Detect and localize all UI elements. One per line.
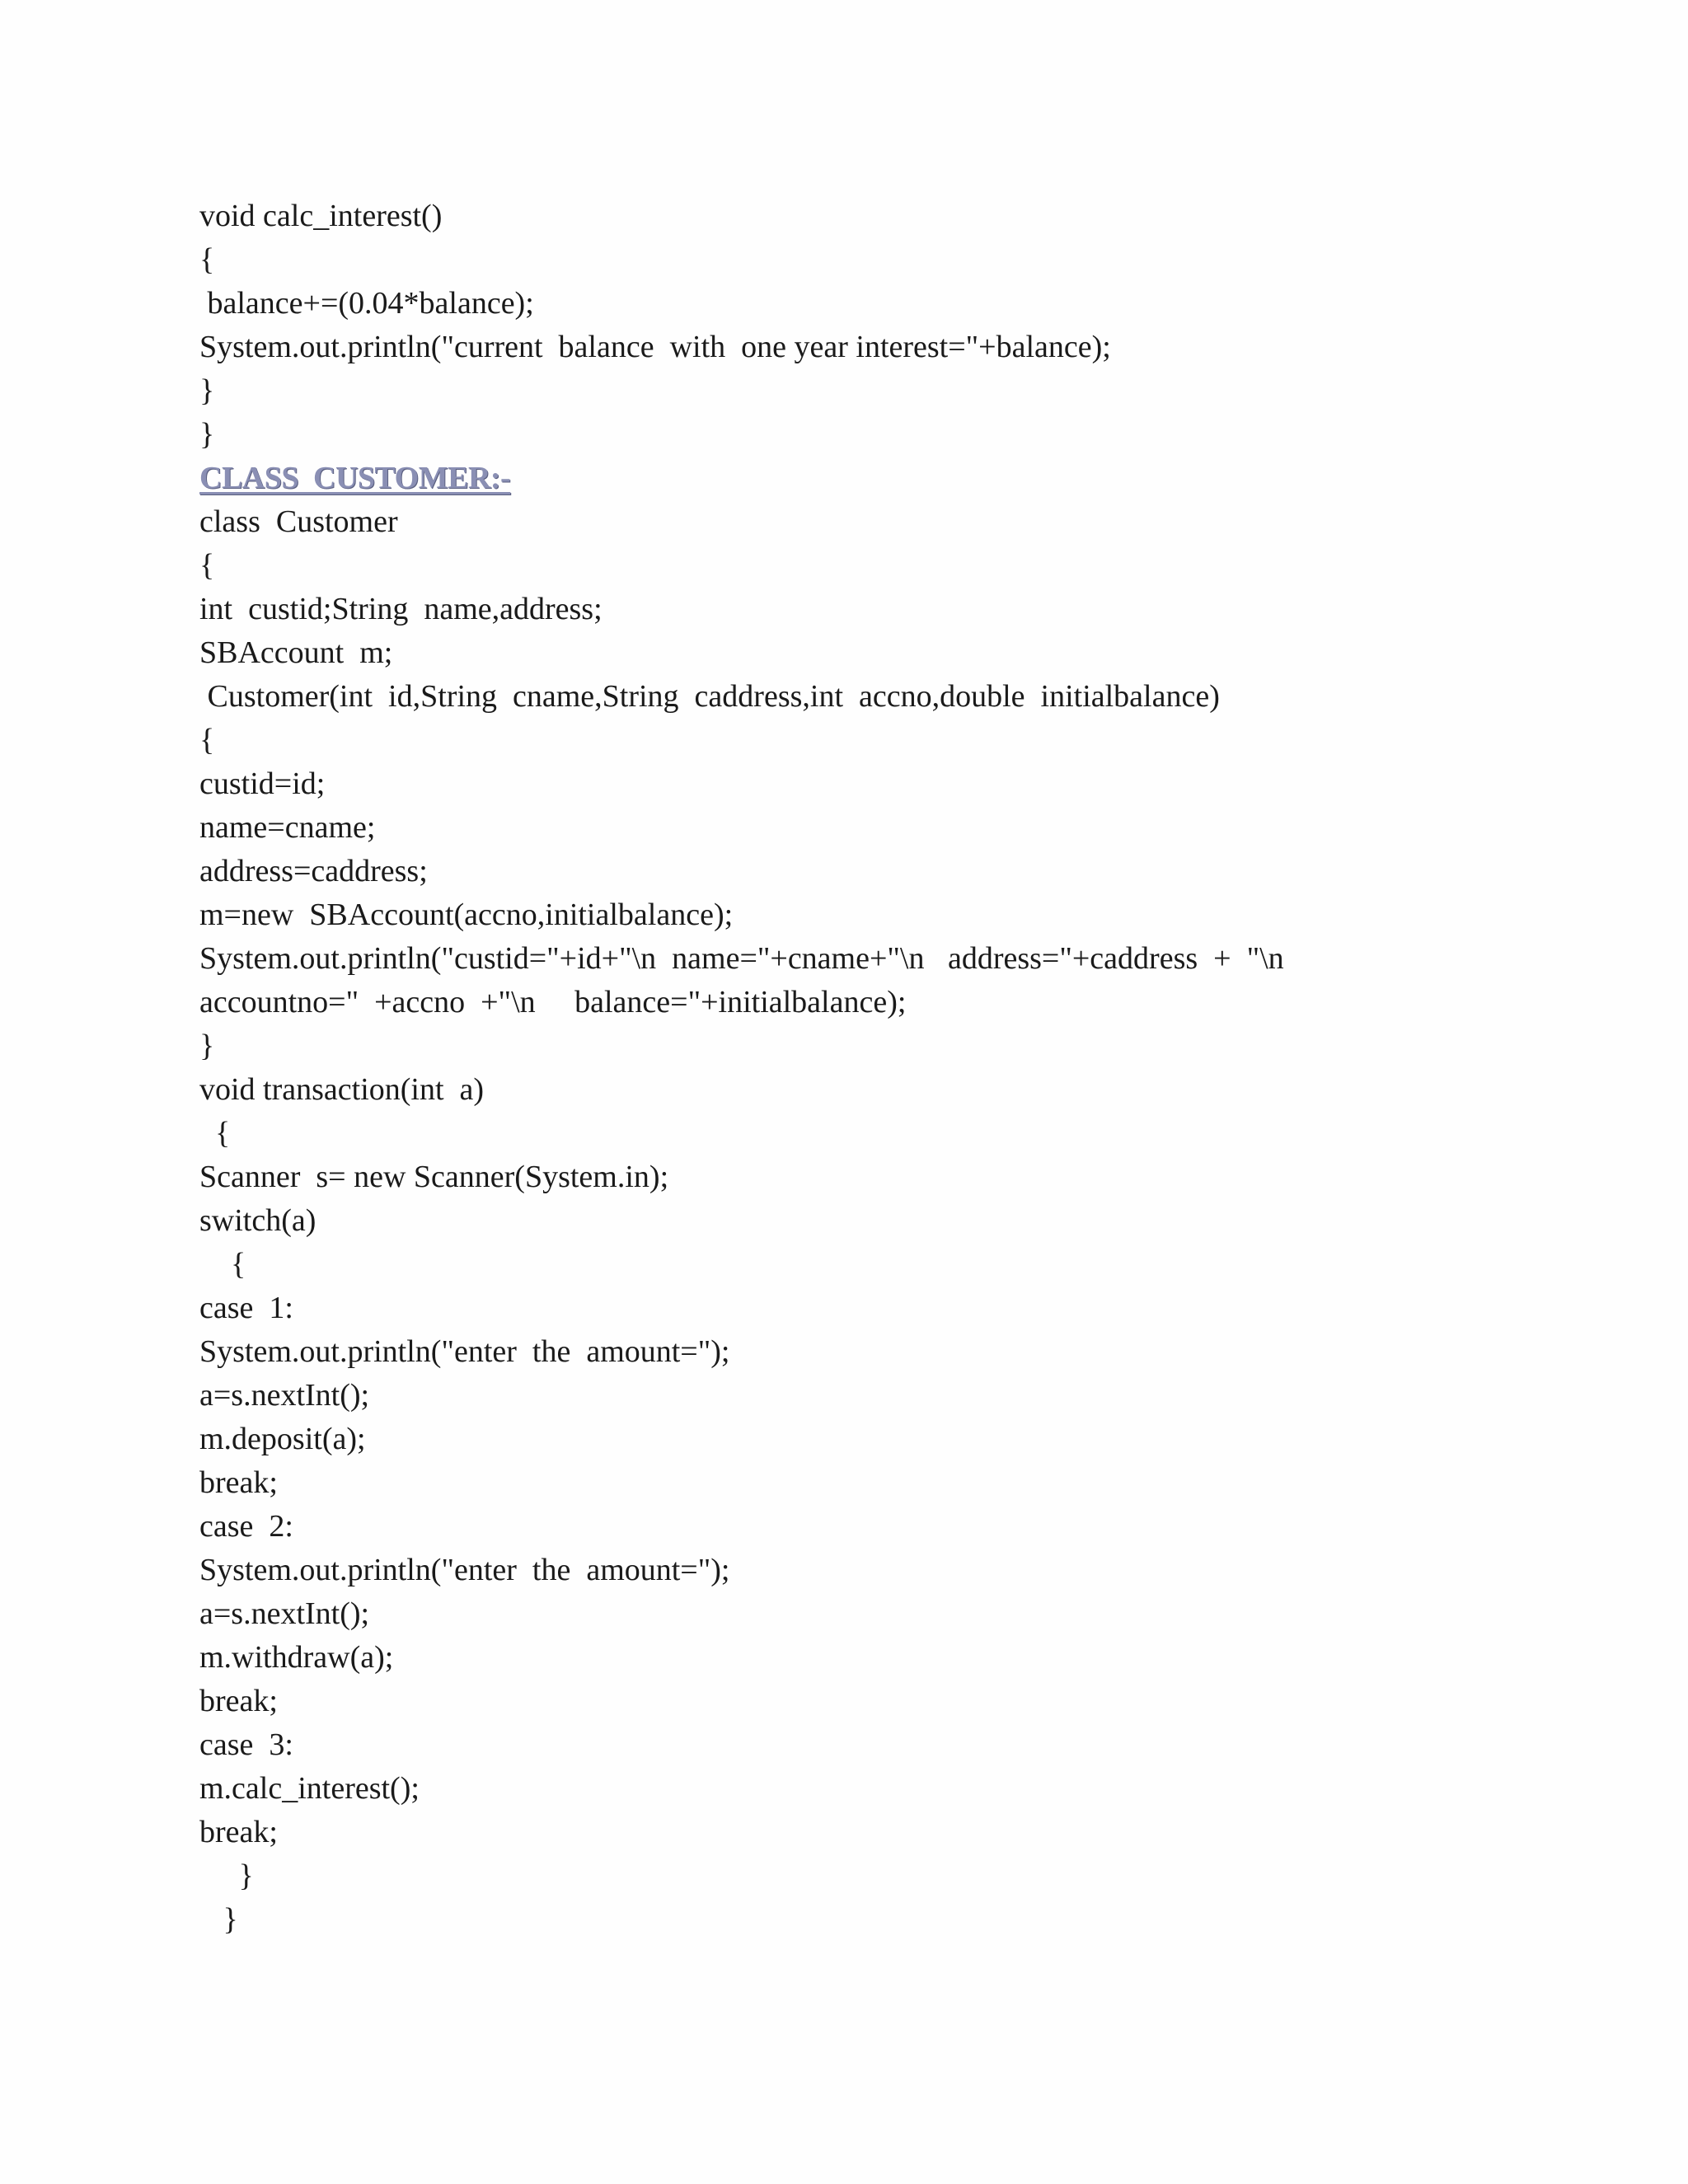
code-line: } <box>199 417 215 452</box>
code-line: class Customer <box>199 504 398 539</box>
code-line: System.out.println("current balance with one year interest="+balance); <box>199 330 1111 364</box>
code-line: int custid;String name,address; <box>199 592 603 626</box>
code-line: { <box>199 548 215 583</box>
code-line: } <box>199 1858 254 1893</box>
code-line: void transaction(int a) <box>199 1072 485 1107</box>
code-line: break; <box>199 1815 278 1849</box>
code-line: accountno=" +accno +"\n balance="+initialbalance); <box>199 985 907 1019</box>
code-line: case 1: <box>199 1291 293 1325</box>
code-listing <box>199 194 1601 1942</box>
code-line: { <box>199 1116 231 1151</box>
code-line: System.out.println("enter the amount="); <box>199 1334 730 1369</box>
code-line: { <box>199 723 215 757</box>
code-line: SBAccount m; <box>199 635 393 670</box>
code-line: { <box>199 1247 246 1282</box>
code-line: case 2: <box>199 1509 293 1544</box>
code-line: break; <box>199 1465 278 1500</box>
code-line: Customer(int id,String cname,String caddress,int accno,double initialbalance) <box>199 679 1220 714</box>
section-heading: CLASS CUSTOMER:- <box>199 461 511 495</box>
code-line: address=caddress; <box>199 854 428 888</box>
code-line: balance+=(0.04*balance); <box>199 286 534 321</box>
code-line: custid=id; <box>199 766 326 801</box>
code-line: a=s.nextInt(); <box>199 1596 370 1631</box>
code-line: void calc_interest() <box>199 199 443 233</box>
code-line: m.withdraw(a); <box>199 1640 394 1675</box>
code-line: } <box>199 373 215 408</box>
code-line: } <box>199 1029 215 1063</box>
code-line: Scanner s= new Scanner(System.in); <box>199 1160 669 1194</box>
code-line: m.deposit(a); <box>199 1422 366 1456</box>
code-line: name=cname; <box>199 810 376 845</box>
code-line: break; <box>199 1684 278 1718</box>
code-line: case 3: <box>199 1727 293 1762</box>
code-line: a=s.nextInt(); <box>199 1378 370 1413</box>
code-line: switch(a) <box>199 1203 316 1238</box>
code-line: m=new SBAccount(accno,initialbalance); <box>199 898 734 932</box>
code-line: } <box>199 1902 238 1937</box>
code-line: System.out.println("enter the amount="); <box>199 1553 730 1587</box>
code-line: { <box>199 242 215 277</box>
code-line: m.calc_interest(); <box>199 1771 420 1806</box>
code-line: System.out.println("custid="+id+"\n name="+cname+"\n address="+caddress + "\n <box>199 941 1284 976</box>
